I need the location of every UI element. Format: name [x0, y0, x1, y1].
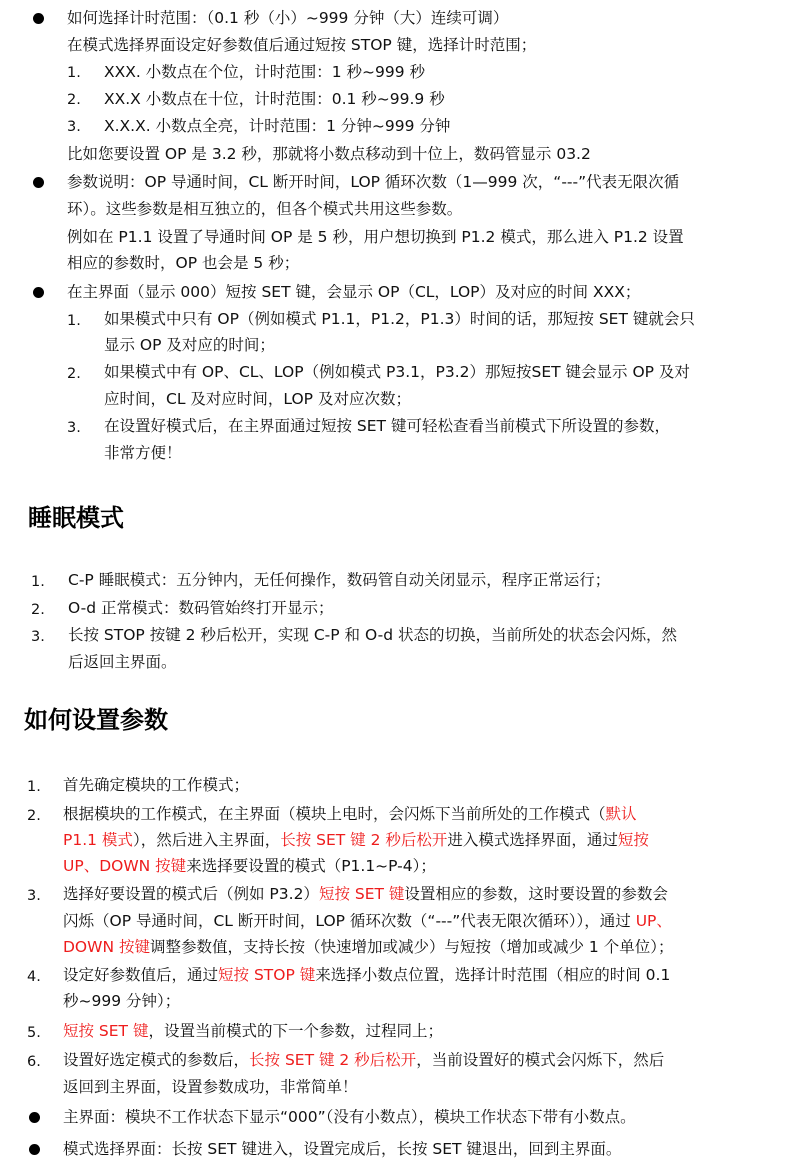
set-view-item-number: 2.	[67, 366, 81, 382]
setup-step-number: 5.	[27, 1025, 41, 1041]
text-run: 设定好参数值后，通过	[63, 966, 219, 984]
text-run: 来选择小数点位置，选择计时范围（相应的时间 0.1	[315, 966, 671, 984]
text-run: 根据模块的工作模式，在主界面（模块上电时，会闪烁下当前所处的工作模式（	[63, 805, 606, 823]
text-run: 闪烁（OP 导通时间，CL 断开时间，LOP 循环次数（“---”代表无限次循环）），通过	[63, 912, 636, 930]
setup-step-number: 6.	[27, 1054, 41, 1070]
set-view-title: 在主界面（显示 000）短按 SET 键，会显示 OP（CL，LOP）及对应的时间 XXX；	[67, 283, 641, 301]
highlight-text: P1.1 模式	[63, 831, 133, 849]
sleep-item: O-d 正常模式：数码管始终打开显示；	[68, 599, 334, 617]
highlight-text: 短按	[617, 831, 649, 849]
timing-item-number: 1.	[67, 65, 81, 81]
set-view-item: 显示 OP 及对应的时间；	[104, 336, 275, 354]
sleep-item-number: 3.	[31, 629, 45, 645]
timing-item: XXX. 小数点在个位，计时范围：1 秒~999 秒	[104, 63, 425, 81]
text-run: 设置相应的参数，这时要设置的参数会	[404, 885, 668, 903]
setup-step-2-line	[63, 804, 637, 824]
set-view-item: 如果模式中有 OP、CL、LOP（例如模式 P3.1，P3.2）那短按SET 键会显示 OP 及对	[104, 363, 690, 381]
highlight-text: 默认	[605, 805, 637, 823]
highlight-text: 短按 STOP 键	[218, 966, 316, 984]
set-view-item-number: 1.	[67, 313, 81, 329]
bullet-icon	[29, 1144, 40, 1155]
text-run: 设置好选定模式的参数后，	[63, 1051, 250, 1069]
param-line: 相应的参数时，OP 也会是 5 秒；	[67, 254, 300, 272]
setup-step-6-line: 返回到主界面，设置参数成功，非常简单！	[63, 1078, 358, 1096]
text-run: 来选择要设置的模式（P1.1~P-4）；	[186, 857, 436, 875]
setup-step-1: 首先确定模块的工作模式；	[63, 776, 250, 794]
highlight-text: UP、DOWN 按键	[63, 857, 187, 875]
timing-intro: 在模式选择界面设定好参数值后通过短按 STOP 键，选择计时范围；	[67, 36, 537, 54]
sleep-heading: 睡眠模式	[28, 504, 124, 532]
set-view-item: 应时间，CL 及对应时间，LOP 及对应次数；	[104, 390, 411, 408]
setup-step-number: 4.	[27, 969, 41, 985]
param-line: 环）。这些参数是相互独立的，但各个模式共用这些参数。	[67, 200, 463, 218]
highlight-text: 短按 SET 键	[318, 885, 405, 903]
timing-item: XX.X 小数点在十位，计时范围：0.1 秒~99.9 秒	[104, 90, 445, 108]
text-run: ，当前设置好的模式会闪烁下，然后	[416, 1051, 665, 1069]
setup-step-3-line	[63, 911, 672, 931]
sleep-item: C-P 睡眠模式：五分钟内，无任何操作，数码管自动关闭显示，程序正常运行；	[68, 571, 611, 589]
setup-step-number: 2.	[27, 808, 41, 824]
highlight-text: 长按 SET 键 2 秒后松开	[249, 1051, 417, 1069]
setup-heading: 如何设置参数	[24, 706, 168, 734]
text-run: ），然后进入主界面，	[132, 831, 281, 849]
timing-title: 如何选择计时范围：（0.1 秒（小）~999 分钟（大）连续可调）	[67, 9, 509, 27]
highlight-text: 长按 SET 键 2 秒后松开	[280, 831, 448, 849]
bullet-icon	[29, 1112, 40, 1123]
bullet-icon	[33, 287, 44, 298]
param-line: 例如在 P1.1 设置了导通时间 OP 是 5 秒，用户想切换到 P1.2 模式，那么进入 P1.2 设置	[67, 228, 684, 246]
set-view-item: 如果模式中只有 OP（例如模式 P1.1，P1.2，P1.3）时间的话，那短按 SET 键就会只	[104, 310, 695, 328]
setup-step-2-line	[63, 830, 649, 850]
highlight-text: DOWN 按键	[63, 938, 150, 956]
set-view-item: 在设置好模式后，在主界面通过短按 SET 键可轻松查看当前模式下所设置的参数，	[104, 417, 670, 435]
setup-step-4-line: 秒~999 分钟）；	[63, 992, 181, 1010]
text-run: ，设置当前模式的下一个参数，过程同上；	[148, 1022, 443, 1040]
mode-select-note: 模式选择界面：长按 SET 键进入，设置完成后，长按 SET 键退出，回到主界面。	[63, 1140, 622, 1158]
highlight-text: UP、	[635, 912, 672, 930]
setup-step-number: 3.	[27, 888, 41, 904]
setup-step-5	[63, 1021, 443, 1041]
setup-step-4-line	[63, 965, 670, 985]
sleep-item-number: 1.	[31, 574, 45, 590]
setup-step-2-line	[63, 856, 436, 876]
highlight-text: 短按 SET 键	[63, 1022, 149, 1040]
sleep-item: 长按 STOP 按键 2 秒后松开，实现 C-P 和 O-d 状态的切换，当前所处的状态会闪烁，然	[68, 626, 677, 644]
main-screen-note: 主界面：模块不工作状态下显示“000”（没有小数点），模块工作状态下带有小数点。	[63, 1108, 636, 1126]
bullet-icon	[33, 13, 44, 24]
setup-step-number: 1.	[27, 779, 41, 795]
timing-item: X.X.X. 小数点全亮，计时范围：1 分钟~999 分钟	[104, 117, 451, 135]
bullet-icon	[33, 177, 44, 188]
setup-step-3-line	[63, 937, 673, 957]
text-run: 进入模式选择界面，通过	[447, 831, 618, 849]
text-run: 选择好要设置的模式后（例如 P3.2）	[63, 885, 319, 903]
sleep-item: 后返回主界面。	[68, 653, 177, 671]
set-view-item: 非常方便！	[104, 444, 182, 462]
text-run: 调整参数值，支持长按（快速增加或减少）与短按（增加或减少 1 个单位）；	[149, 938, 674, 956]
setup-step-6-line	[63, 1050, 664, 1070]
timing-item-number: 2.	[67, 92, 81, 108]
setup-step-3-line	[63, 884, 668, 904]
timing-example: 比如您要设置 OP 是 3.2 秒，那就将小数点移动到十位上，数码管显示 03.2	[67, 145, 591, 163]
param-line: 参数说明：OP 导通时间，CL 断开时间，LOP 循环次数（1—999 次，“---”代表无限次循	[67, 173, 680, 191]
set-view-item-number: 3.	[67, 420, 81, 436]
sleep-item-number: 2.	[31, 602, 45, 618]
timing-item-number: 3.	[67, 119, 81, 135]
